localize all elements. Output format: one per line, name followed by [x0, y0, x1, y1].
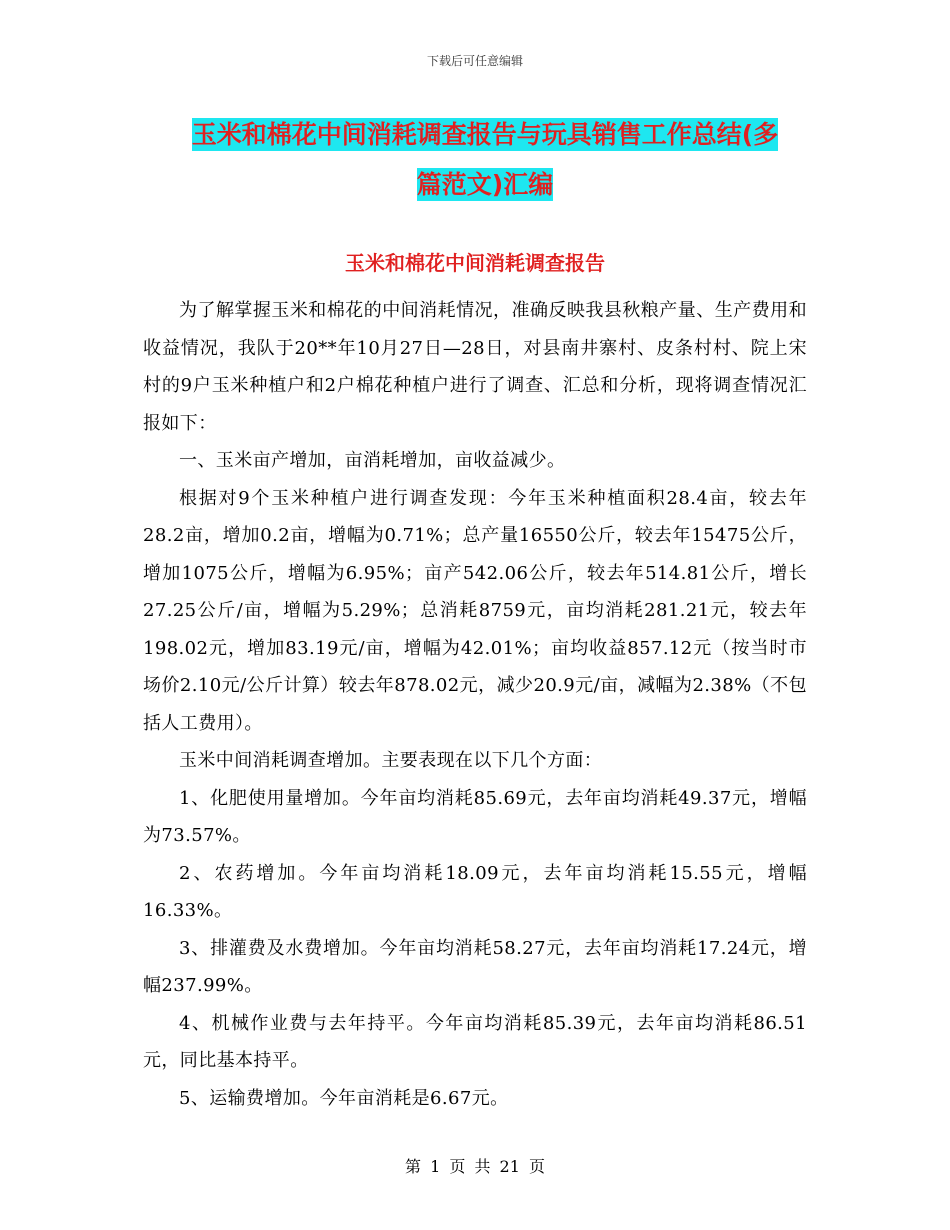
paragraph: 为了解掌握玉米和棉花的中间消耗情况，准确反映我县秋粮产量、生产费用和收益情况，我队于20**年10月27日—28日，对县南井寨村、皮条村村、院上宋村的9户玉米种植户和2户棉花种植户进行了调查、汇总和分析，现将调查情况汇报如下： [143, 300, 807, 434]
document-body [143, 292, 807, 1117]
paragraph: 2、农药增加。今年亩均消耗18.09元，去年亩均消耗15.55元，增幅16.33%。 [143, 862, 807, 921]
paragraph: 4、机械作业费与去年持平。今年亩均消耗85.39元，去年亩均消耗86.51元，同比基本持平。 [143, 1012, 807, 1071]
paragraph: 一、玉米亩产增加，亩消耗增加，亩收益减少。 [179, 450, 566, 471]
page-number: 第 1 页 共 21 页 [405, 1157, 545, 1176]
paragraph: 根据对9个玉米种植户进行调查发现：今年玉米种植面积28.4亩，较去年28.2亩，增加0.2亩，增幅为0.71%；总产量16550公斤，较去年15475公斤，增加1075公斤，增幅为6.95%；亩产542.06公斤，较去年514.81公斤，增长27.25公斤/亩，增幅为5.29%；总消耗8759元，亩均消耗281.21元，较去年198.02元，增加83.19元/亩，增幅为42.01%；亩均收益857.12元（按当时市场价2.10元/公斤计算）较去年878.02元，减少20.9元/亩，减幅为2.38%（不包括人工费用）。 [143, 487, 807, 734]
document-title-line-1: 玉米和棉花中间消耗调查报告与玩具销售工作总结(多 [191, 120, 779, 149]
header-note: 下载后可任意编辑 [426, 54, 523, 68]
paragraph: 3、排灌费及水费增加。今年亩均消耗58.27元，去年亩均消耗17.24元，增幅237.99%。 [143, 937, 807, 996]
section-title: 玉米和棉花中间消耗调查报告 [345, 251, 605, 275]
document-title-line-2: 篇范文)汇编 [416, 170, 554, 199]
document-title [140, 110, 830, 210]
paragraph: 玉米中间消耗调查增加。主要表现在以下几个方面： [179, 750, 603, 771]
paragraph: 5、运输费增加。今年亩消耗是6.67元。 [179, 1087, 509, 1109]
paragraph: 1、化肥使用量增加。今年亩均消耗85.69元，去年亩均消耗49.37元，增幅为73.57%。 [143, 787, 807, 846]
